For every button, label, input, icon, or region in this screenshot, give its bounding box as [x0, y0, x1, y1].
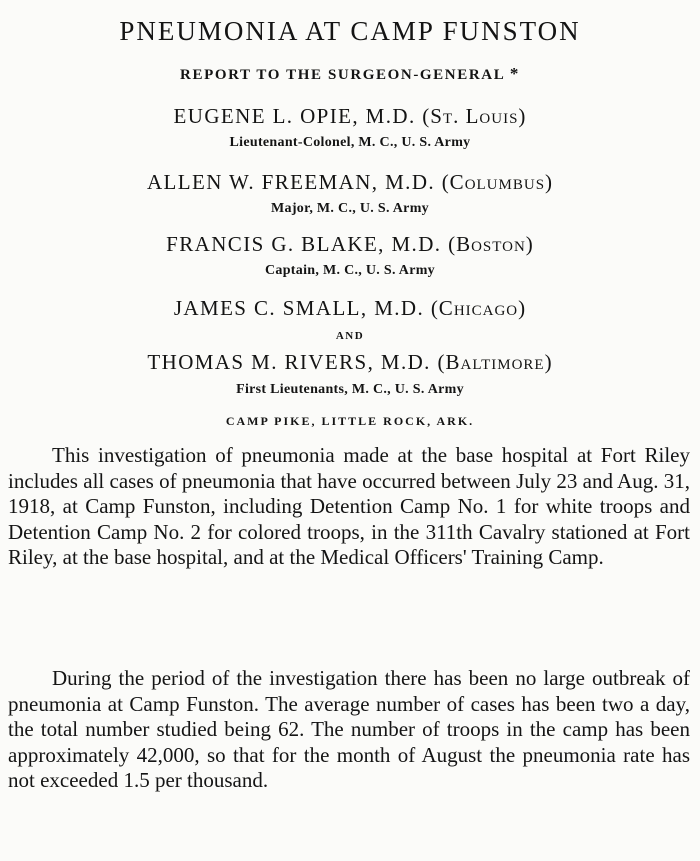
author-rank: First Lieutenants, M. C., U. S. Army: [236, 382, 464, 397]
author-name: THOMAS M. RIVERS, M.D.: [147, 350, 431, 374]
author-name: ALLEN W. FREEMAN, M.D.: [146, 170, 436, 194]
author-rank: Captain, M. C., U. S. Army: [265, 263, 435, 278]
author-city: (Columbus): [441, 170, 554, 194]
author-city: (Baltimore): [437, 350, 553, 374]
author-name: JAMES C. SMALL, M.D.: [173, 296, 425, 320]
subtitle-text: REPORT TO THE SURGEON-GENERAL: [180, 67, 505, 83]
footnote-marker: *: [509, 64, 520, 83]
author-name: FRANCIS G. BLAKE, M.D.: [166, 232, 442, 256]
article-subtitle: [0, 64, 700, 84]
author-name: EUGENE L. OPIE, M.D.: [173, 104, 416, 128]
author-rank: Major, M. C., U. S. Army: [271, 201, 429, 216]
author-line: [0, 296, 700, 321]
author-line: [0, 170, 700, 195]
author-location: CAMP PIKE, LITTLE ROCK, ARK.: [225, 414, 475, 428]
body-paragraph: During the period of the investigation there has been no large outbreak of pneumonia at Camp Funston. The average number of cases has been two a day, the total number studied being 62. The number of troops in the camp has been approximately 42,000, so that for the month of August the pneumonia rate has not exceeded 1.5 per thousand.: [8, 666, 690, 793]
author-rank: Lieutenant-Colonel, M. C., U. S. Army: [229, 135, 471, 150]
author-line: [0, 232, 700, 257]
article-title: PNEUMONIA AT CAMP FUNSTON: [119, 16, 581, 46]
author-line: [0, 350, 700, 375]
author-city: (Chicago): [430, 296, 527, 320]
body-paragraph: This investigation of pneumonia made at the base hospital at Fort Riley includes all cases of pneumonia that have occurred between July 23 and Aug. 31, 1918, at Camp Funston, including Detention Camp No. 1 for white troops and Detention Camp No. 2 for colored troops, in the 311th Cavalry stationed at Fort Riley, at the base hospital, and at the Medical Officers' Training Camp.: [8, 443, 690, 570]
author-city: (Boston): [448, 232, 534, 256]
author-conjunction: AND: [335, 330, 365, 342]
author-line: [0, 104, 700, 129]
author-city: (St. Louis): [422, 104, 527, 128]
